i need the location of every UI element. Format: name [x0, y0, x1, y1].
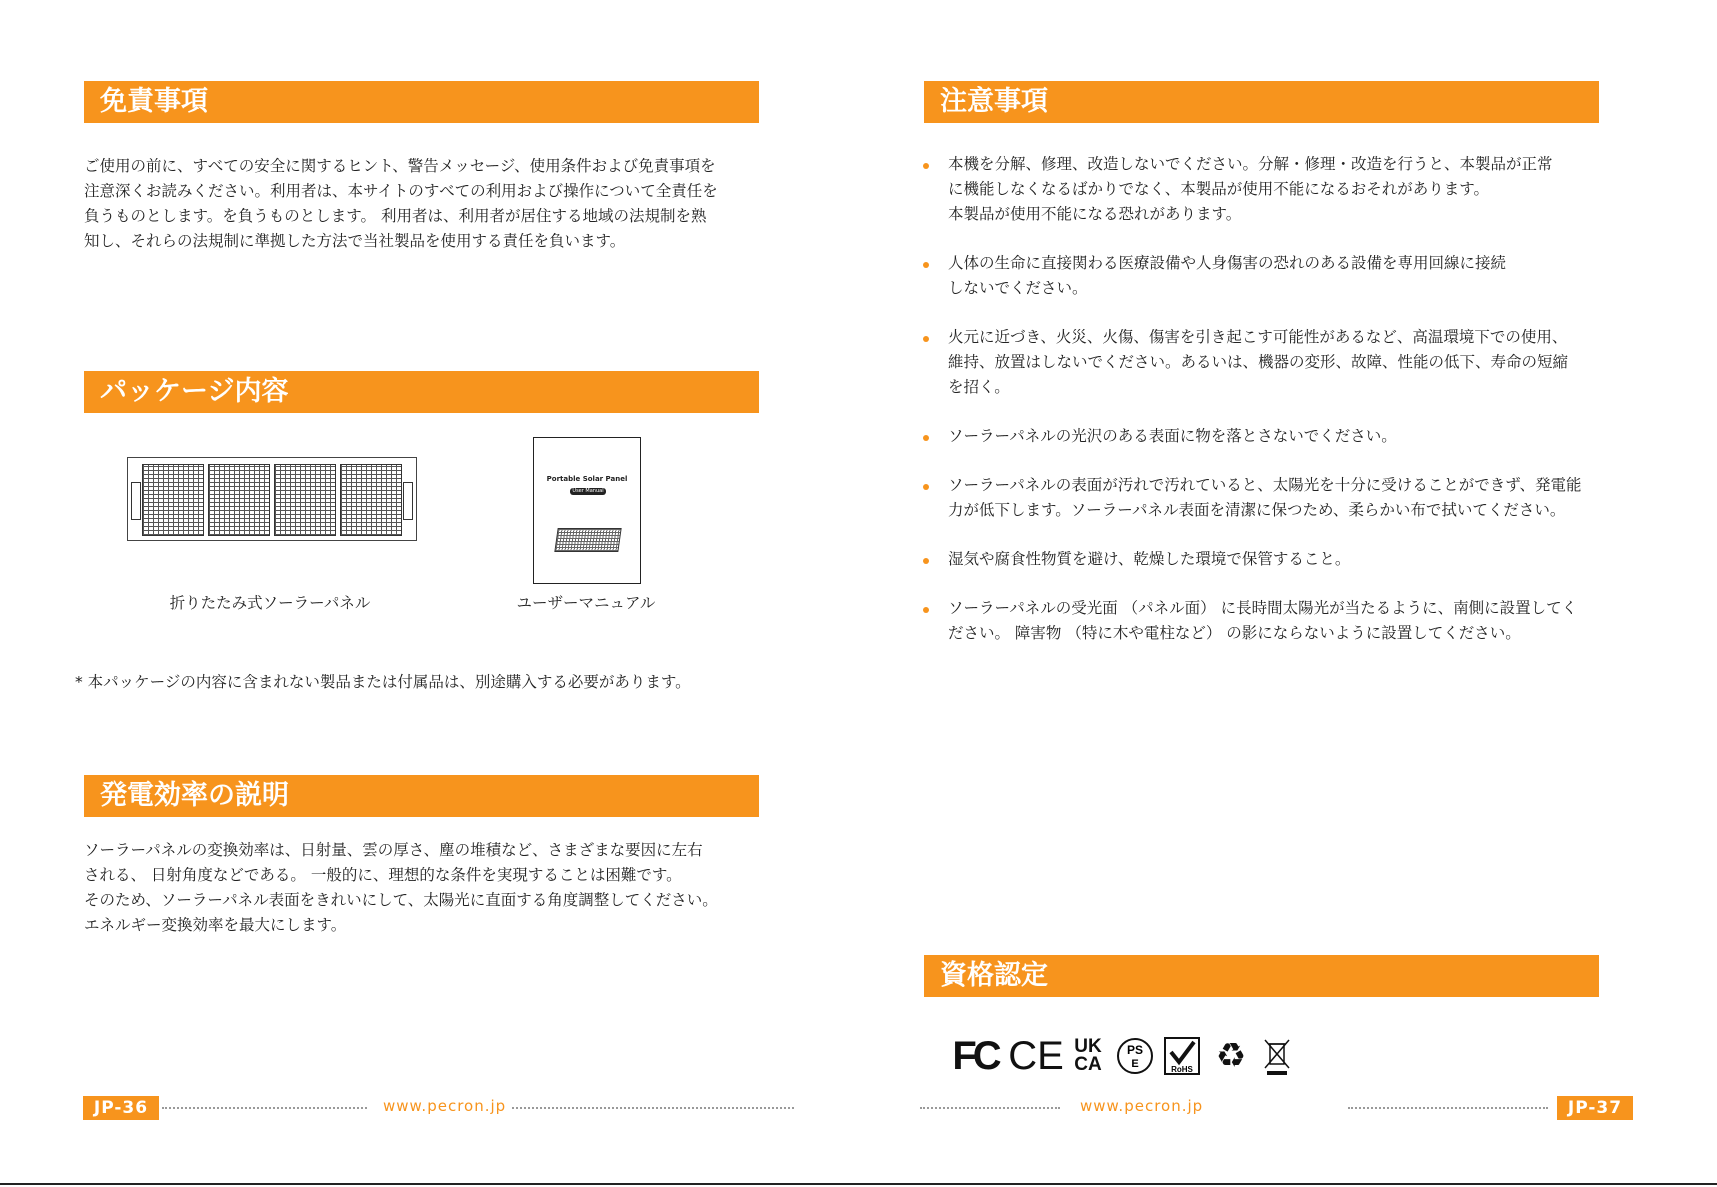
- cautions-heading: 注意事項: [924, 81, 1599, 123]
- panel-cell: [340, 464, 402, 536]
- caution-text: ソーラーパネルの光沢のある表面に物を落とさないでください。: [948, 427, 1397, 445]
- user-manual-caption: ユーザーマニュアル: [516, 594, 656, 612]
- bottom-border: [0, 1183, 1717, 1185]
- panel-cell: [208, 464, 270, 536]
- weee-bin-icon: [1260, 1035, 1294, 1077]
- package-note: * 本パッケージの内容に含まれない製品または付属品は、別途購入する必要があります。: [75, 673, 691, 691]
- bullet-icon: [923, 262, 929, 268]
- svg-text:PS: PS: [1126, 1043, 1144, 1057]
- recycle-icon: ♻: [1215, 1036, 1247, 1076]
- bullet-icon: [923, 484, 929, 490]
- panel-handle-right: [403, 482, 413, 520]
- certification-marks: [948, 1035, 1308, 1077]
- pse-icon: [1116, 1035, 1154, 1077]
- caution-item: [923, 424, 1663, 449]
- caution-text: 本機を分解、修理、改造しないでください。分解・修理・改造を行うと、本製品が正常 に機能しなくなるばかりでなく、本製品が使用不能になるおそれがあります。 本製品が使用不能になる恐れがあります。: [948, 155, 1553, 223]
- rohs-mark-svg: [1163, 1036, 1201, 1076]
- cautions-list: [923, 152, 1663, 670]
- caution-item: [923, 251, 1663, 301]
- solar-panel-illustration: [127, 457, 417, 541]
- solar-panel-caption: 折りたたみ式ソーラーパネル: [169, 594, 371, 612]
- bullet-icon: [923, 163, 929, 169]
- caution-text: 火元に近づき、火災、火傷、傷害を引き起こす可能性があるなど、高温環境下での使用、 維持、放置はしないでください。あるいは、機器の変形、故障、性能の低下、寿命の短縮 を招く。: [948, 328, 1569, 396]
- manual-title: Portable Solar Panel: [546, 475, 628, 483]
- left-page: [0, 0, 858, 1187]
- fcc-icon: FC: [952, 1033, 998, 1078]
- caution-text: 人体の生命に直接関わる医療設備や人身傷害の恐れのある設備を専用回線に接続 しないでください。: [948, 254, 1507, 297]
- efficiency-text: ソーラーパネルの変換効率は、日射量、雲の厚さ、塵の堆積など、さまざまな要因に左右 される、 日射角度などである。 一般的に、理想的な条件を実現することは困難です。 そのため、ソーラーパネル表面をきれいにして、太陽光に直面する角度調整してください。 エネルギー変換効率を最大にします。: [84, 841, 718, 934]
- footer-url: www.pecron.jp: [383, 1097, 507, 1115]
- caution-item: [923, 152, 1663, 227]
- svg-text:E: E: [1131, 1058, 1139, 1070]
- caution-item: [923, 325, 1663, 400]
- bullet-icon: [923, 558, 929, 564]
- caution-item: [923, 547, 1663, 572]
- footer-url: www.pecron.jp: [1080, 1097, 1204, 1115]
- svg-text:RoHS: RoHS: [1171, 1065, 1193, 1074]
- page-number: JP-36: [83, 1096, 159, 1120]
- footer-dotted-line: [512, 1107, 794, 1109]
- certification-heading: 資格認定: [924, 955, 1599, 997]
- pse-mark-svg: [1116, 1037, 1154, 1075]
- caution-item: [923, 473, 1663, 523]
- footer-dotted-line: [920, 1107, 1060, 1109]
- rohs-icon: [1162, 1035, 1202, 1077]
- manual-badge: User Manual: [570, 488, 606, 495]
- caution-text: 湿気や腐食性物質を避け、乾燥した環境で保管すること。: [948, 550, 1351, 568]
- bullet-icon: [923, 607, 929, 613]
- bullet-icon: [923, 336, 929, 342]
- manual-cover-panel-image: [554, 528, 621, 552]
- panel-handle-left: [131, 482, 141, 520]
- footer-dotted-line: [1348, 1107, 1548, 1109]
- weee-mark-svg: [1262, 1036, 1292, 1076]
- panel-cell: [274, 464, 336, 536]
- right-page: [858, 0, 1717, 1187]
- ce-icon: CE: [1008, 1033, 1064, 1078]
- footer-dotted-line: [162, 1107, 367, 1109]
- caution-text: ソーラーパネルの表面が汚れで汚れていると、太陽光を十分に受けることができず、発電能 力が低下します。ソーラーパネル表面を清潔に保つため、柔らかい布で拭いてください。: [948, 476, 1582, 519]
- ukca-icon: UK CA: [1074, 1036, 1102, 1075]
- user-manual-illustration: [533, 437, 641, 584]
- disclaimer-text: ご使用の前に、すべての安全に関するヒント、警告メッセージ、使用条件および免責事項を 注意深くお読みください。利用者は、本サイトのすべての利用および操作について全責任を 負うものとします。を負うものとします。 利用者は、利用者が居住する地域の法規制を熟 知し、それらの法規制に準拠した方法で当社製品を使用する責任を負います。: [84, 157, 718, 250]
- caution-item: [923, 596, 1663, 646]
- disclaimer-heading: 免責事項: [84, 81, 759, 123]
- page-number: JP-37: [1557, 1096, 1633, 1120]
- efficiency-heading: 発電効率の説明: [84, 775, 759, 817]
- panel-cell: [142, 464, 204, 536]
- package-heading: パッケージ内容: [84, 371, 759, 413]
- caution-text: ソーラーパネルの受光面 （パネル面） に長時間太陽光が当たるように、南側に設置してく ださい。 障害物 （特に木や電柱など） の影にならないように設置してください。: [948, 599, 1578, 642]
- bullet-icon: [923, 435, 929, 441]
